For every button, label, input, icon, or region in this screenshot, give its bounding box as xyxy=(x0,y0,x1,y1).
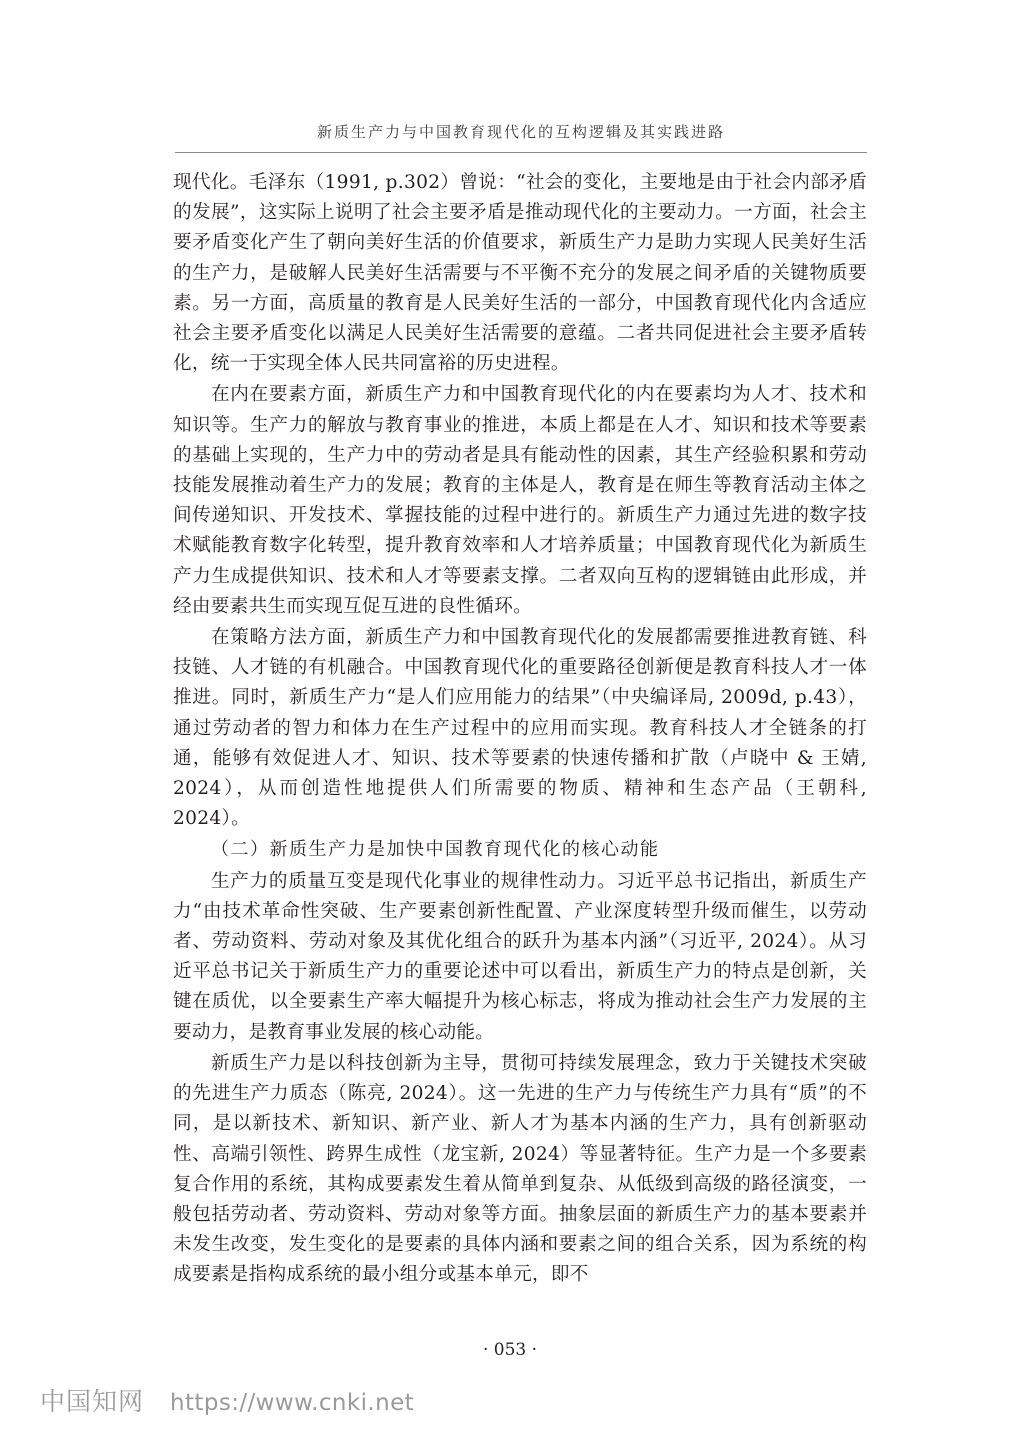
section-subheading: （二）新质生产力是加快中国教育现代化的核心动能 xyxy=(211,839,660,861)
paragraph-new-productivity: 新质生产力是以科技创新为主导，贯彻可持续发展理念，致力于关键技术突破的先进生产力质态（陈亮, 2024）。这一先进的生产力与传统生产力具有“质”的不同，是以新技术、新知识、新产业、新人才为基本内涵的生产力，具有创新驱动性、高端引领性、跨界生成性（龙宝新, 2024）等显著特征。生产力是一个多要素复合作用的系统，其构成要素发生着从简单到复杂、从低级到高级的路径演变，一般包括劳动者、劳动资料、劳动对象等方面。抽象层面的新质生产力的基本要素并未发生改变，发生变化的是要素的具体内涵和要素之间的组合关系，因为系统的构成要素是指构成系统的最小组分或基本单元，即不 xyxy=(173,1052,867,1286)
header-rule xyxy=(175,152,867,153)
paragraph-continuation: 现代化。毛泽东（1991, p.302）曾说：“社会的变化，主要地是由于社会内部矛盾的发展”，这实际上说明了社会主要矛盾是推动现代化的主要动力。一方面，社会主要矛盾变化产生了朝向美好生活的价值要求，新质生产力是助力实现人民美好生活的生产力，是破解人民美好生活需要与不平衡不充分的发展之间矛盾的关键物质要素。另一方面，高质量的教育是人民美好生活的一部分，中国教育现代化内含适应社会主要矛盾变化以满足人民美好生活需要的意蕴。二者共同促进社会主要矛盾转化，统一于实现全体人民共同富裕的历史进程。 xyxy=(173,172,867,375)
watermark-footer xyxy=(40,1382,414,1418)
paragraph-quality-change: 生产力的质量互变是现代化事业的规律性动力。习近平总书记指出，新质生产力“由技术革命性突破、生产要素创新性配置、产业深度转型升级而催生，以劳动者、劳动资料、劳动对象及其优化组合的跃升为基本内涵”（习近平, 2024）。从习近平总书记关于新质生产力的重要论述中可以看出，新质生产力的特点是创新，关键在质优，以全要素生产率大幅提升为核心标志，将成为推动社会生产力发展的主要动力，是教育事业发展的核心动能。 xyxy=(173,870,867,1043)
cnki-logo: 中国知网 xyxy=(40,1387,145,1416)
cnki-url[interactable]: https://www.cnki.net xyxy=(170,1390,415,1416)
body-text xyxy=(173,168,867,1291)
page-number: · 053 · xyxy=(482,1340,538,1360)
paragraph-strategy-methods: 在策略方法方面，新质生产力和中国教育现代化的发展都需要推进教育链、科技链、人才链的有机融合。中国教育现代化的重要路径创新便是教育科技人才一体推进。同时，新质生产力“是人们应用能力的结果”（中央编译局, 2009d, p.43），通过劳动者的智力和体力在生产过程中的应用而实现。教育科技人才全链条的打通，能够有效促进人才、知识、技术等要素的快速传播和扩散（卢晓中 & 王婧, 2024），从而创造性地提供人们所需要的物质、精神和生态产品（王朝科, 2024）。 xyxy=(173,627,867,830)
paragraph-internal-elements: 在内在要素方面，新质生产力和中国教育现代化的内在要素均为人才、技术和知识等。生产力的解放与教育事业的推进，本质上都是在人才、知识和技术等要素的基础上实现的，生产力中的劳动者是具有能动性的因素，其生产经验积累和劳动技能发展推动着生产力的发展；教育的主体是人，教育是在师生等教育活动主体之间传递知识、开发技术、掌握技能的过程中进行的。新质生产力通过先进的数字技术赋能教育数字化转型，提升教育效率和人才培养质量；中国教育现代化为新质生产力生成提供知识、技术和人才等要素支撑。二者双向互构的逻辑链由此形成，并经由要素共生而实现互促互进的良性循环。 xyxy=(173,384,867,617)
running-head: 新质生产力与中国教育现代化的互构逻辑及其实践进路 xyxy=(316,123,725,141)
